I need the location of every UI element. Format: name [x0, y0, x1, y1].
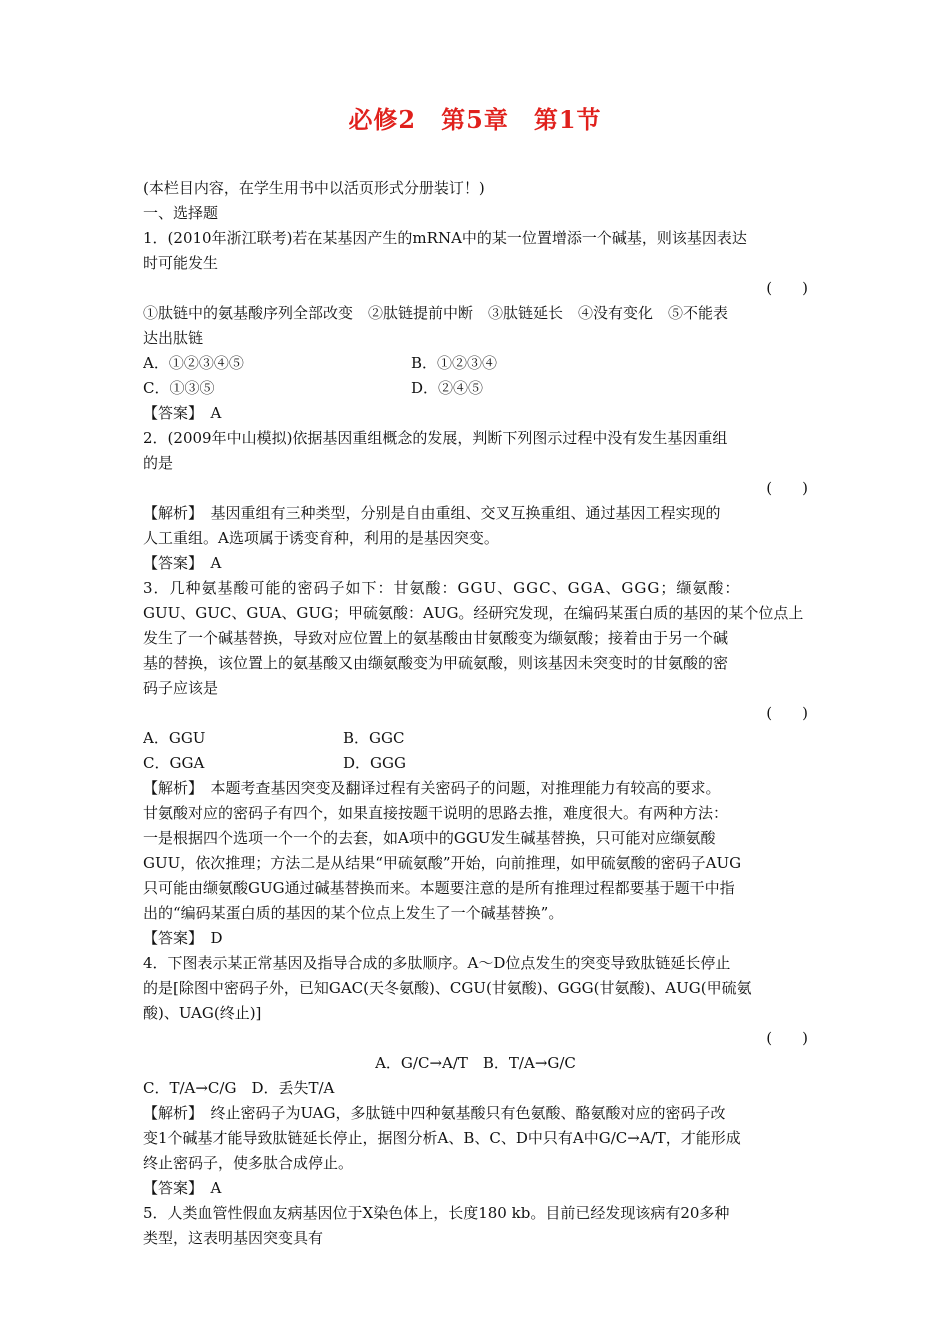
- q3-explanation-line4: GUU，依次推理；方法二是从结果“甲硫氨酸”开始，向前推理，如甲硫氨酸的密码子AUG: [143, 854, 742, 872]
- q3-options-row2: [143, 753, 808, 773]
- q1-stem-line2: 时可能发生: [143, 254, 219, 272]
- q3-explanation-line6: 出的“编码某蛋白质的基因的某个位点上发生了一个碱基替换”。: [143, 904, 564, 922]
- q4-answer-bracket: ( ): [766, 1029, 808, 1047]
- q1-stem-line1: 1．(2010年浙江联考)若在某基因产生的mRNA中的某一位置增添一个碱基，则该基因表达: [143, 229, 747, 247]
- section-heading: 一、选择题: [143, 204, 219, 222]
- q2-stem-line2: 的是: [143, 454, 174, 472]
- q1-items-line2: 达出肽链: [143, 329, 204, 347]
- q1-options-row2: [143, 378, 808, 398]
- q2-explanation-line2: 人工重组。A选项属于诱变育种，利用的是基因突变。: [143, 529, 499, 547]
- q4-explanation-line1: 【解析】 终止密码子为UAG，多肽链中四种氨基酸只有色氨酸、酪氨酸对应的密码子改: [143, 1104, 726, 1122]
- q4-options-ab: A．G/C→A/T B．T/A→G/C: [375, 1054, 576, 1072]
- q4-stem-line3: 酸)、UAG(终止)]: [143, 1004, 262, 1022]
- q3-stem-line1: 3．几种氨基酸可能的密码子如下：甘氨酸：GGU、GGC、GGA、GGG；缬氨酸：: [143, 579, 741, 597]
- q3-option-a: A．GGU: [143, 729, 206, 747]
- q3-option-b: B．GGC: [343, 729, 405, 747]
- q4-stem-line1: 4．下图表示某正常基因及指导合成的多肽顺序。A～D位点发生的突变导致肽链延长停止: [143, 954, 731, 972]
- q3-answer-bracket: ( ): [766, 704, 808, 722]
- q2-stem-line1: 2．(2009年中山模拟)依据基因重组概念的发展，判断下列图示过程中没有发生基因重组: [143, 429, 728, 447]
- q1-option-a: A．①②③④⑤: [143, 354, 244, 372]
- q1-answer: 【答案】 A: [143, 404, 222, 422]
- q3-explanation-line5: 只可能由缬氨酸GUG通过碱基替换而来。本题要注意的是所有推理过程都要基于题干中指: [143, 879, 735, 897]
- q3-stem-line4: 基的替换，该位置上的氨基酸又由缬氨酸变为甲硫氨酸，则该基因未突变时的甘氨酸的密: [143, 654, 729, 672]
- q3-options-row1: [143, 728, 808, 748]
- q2-answer-bracket: ( ): [766, 479, 808, 497]
- page-title: 必修2 第5章 第1节: [348, 105, 602, 134]
- q4-answer: 【答案】 A: [143, 1179, 222, 1197]
- q3-explanation-line3: 一是根据四个选项一个一个的去套，如A项中的GGU发生碱基替换，只可能对应缬氨酸: [143, 829, 716, 847]
- q2-answer: 【答案】 A: [143, 554, 222, 572]
- q1-option-c: C．①③⑤: [143, 379, 215, 397]
- q3-explanation-line2: 甘氨酸对应的密码子有四个，如果直接按题干说明的思路去推，难度很大。有两种方法：: [143, 804, 729, 822]
- q4-options-cd: C．T/A→C/G D．丢失T/A: [143, 1079, 335, 1097]
- q2-explanation-line1: 【解析】 基因重组有三种类型，分别是自由重组、交叉互换重组、通过基因工程实现的: [143, 504, 721, 522]
- q5-stem-line1: 5．人类血管性假血友病基因位于X染色体上，长度180 kb。目前已经发现该病有20多种: [143, 1204, 730, 1222]
- q3-stem-line5: 码子应该是: [143, 679, 219, 697]
- binding-note: (本栏目内容，在学生用书中以活页形式分册装订！): [143, 179, 485, 197]
- q3-option-c: C．GGA: [143, 754, 205, 772]
- q5-stem-line2: 类型，这表明基因突变具有: [143, 1229, 324, 1247]
- q3-explanation-line1: 【解析】 本题考查基因突变及翻译过程有关密码子的问题，对推理能力有较高的要求。: [143, 779, 721, 797]
- q1-options-row1: [143, 353, 808, 373]
- q4-explanation-line3: 终止密码子，使多肽合成停止。: [143, 1154, 354, 1172]
- q4-explanation-line2: 变1个碱基才能导致肽链延长停止，据图分析A、B、C、D中只有A中G/C→A/T，才能形成: [143, 1129, 741, 1147]
- q3-option-d: D．GGG: [343, 754, 406, 772]
- q1-answer-bracket: ( ): [766, 279, 808, 297]
- q3-stem-line2: GUU、GUC、GUA、GUG；甲硫氨酸：AUG。经研究发现，在编码某蛋白质的基因的某个位点上: [143, 604, 804, 622]
- q1-option-d: D．②④⑤: [411, 379, 484, 397]
- q1-items-line1: ①肽链中的氨基酸序列全部改变 ②肽链提前中断 ③肽链延长 ④没有变化 ⑤不能表: [143, 304, 729, 322]
- q4-stem-line2: 的是[除图中密码子外，已知GAC(天冬氨酸)、CGU(甘氨酸)、GGG(甘氨酸)、AUG(甲硫氨: [143, 979, 752, 997]
- q1-option-b: B．①②③④: [411, 354, 498, 372]
- q3-answer: 【答案】 D: [143, 929, 223, 947]
- q3-stem-line3: 发生了一个碱基替换，导致对应位置上的氨基酸由甘氨酸变为缬氨酸；接着由于另一个碱: [143, 629, 729, 647]
